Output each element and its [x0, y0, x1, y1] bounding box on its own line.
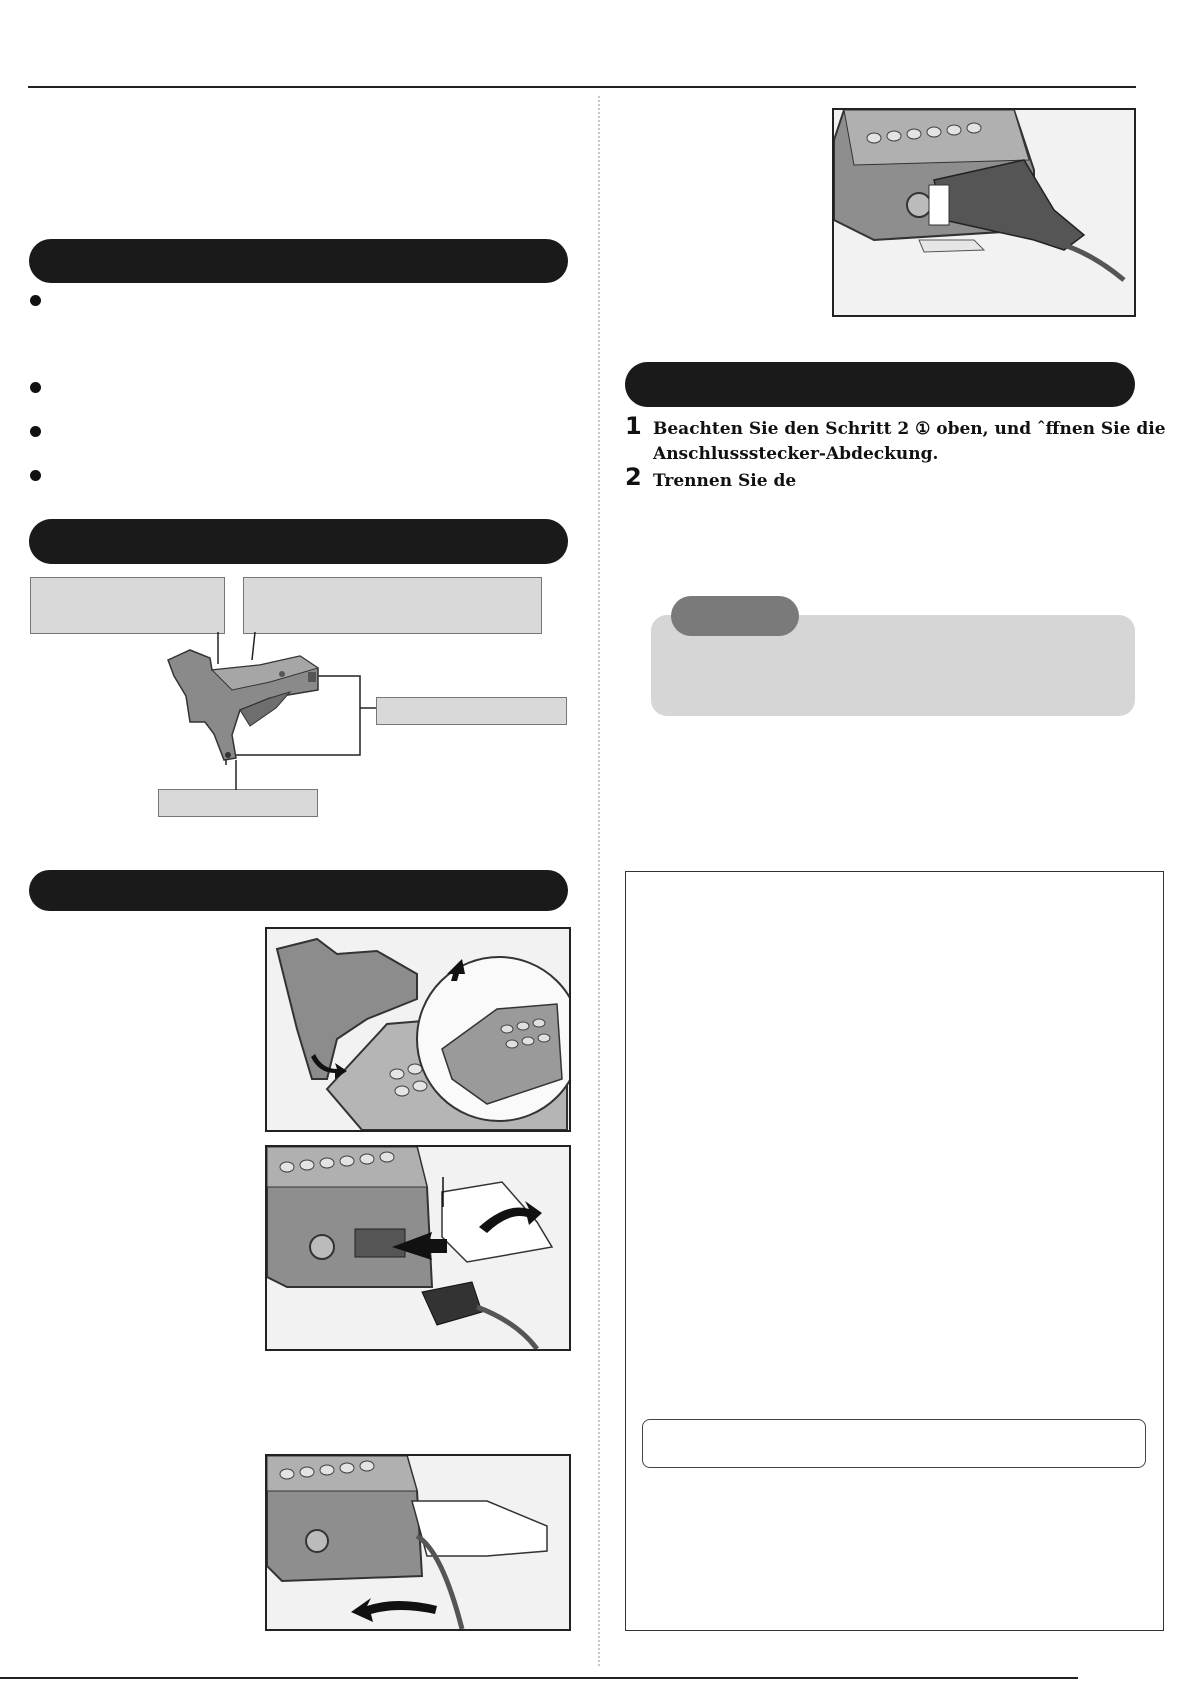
- adapter-diagram: [150, 630, 570, 795]
- bottom-rule: [0, 1677, 1078, 1679]
- step-2-number: 2: [625, 463, 642, 491]
- section-header-bar-4: [625, 362, 1135, 407]
- connect-cable-photo: [265, 1145, 571, 1351]
- section-header-bar-2: [29, 519, 568, 564]
- section-header-bar-3: [29, 870, 568, 911]
- bullet-icon: [30, 295, 41, 306]
- bullet-icon: [30, 426, 41, 437]
- top-rule: [28, 86, 1136, 88]
- bullet-icon: [30, 470, 41, 481]
- close-cover-photo: [265, 1454, 571, 1631]
- info-frame: [625, 871, 1164, 1631]
- step-2-text: Trennen Sie de: [653, 471, 797, 491]
- note-tab: [671, 596, 799, 636]
- part-label-box-2: [243, 577, 542, 634]
- bullet-icon: [30, 382, 41, 393]
- step-1-number: 1: [625, 412, 642, 440]
- info-inner-box: [642, 1419, 1146, 1468]
- column-divider: [598, 96, 600, 1666]
- section-header-bar-1: [29, 239, 568, 283]
- attach-adapter-photo: [265, 927, 571, 1132]
- connector-cover-photo: [832, 108, 1136, 317]
- part-label-box-1: [30, 577, 225, 634]
- step-1-text-line-2: Anschlussstecker-Abdeckung.: [653, 444, 939, 464]
- step-1-text-line-1: Beachten Sie den Schritt 2 ① oben, und ˆffnen Sie die: [653, 419, 1166, 439]
